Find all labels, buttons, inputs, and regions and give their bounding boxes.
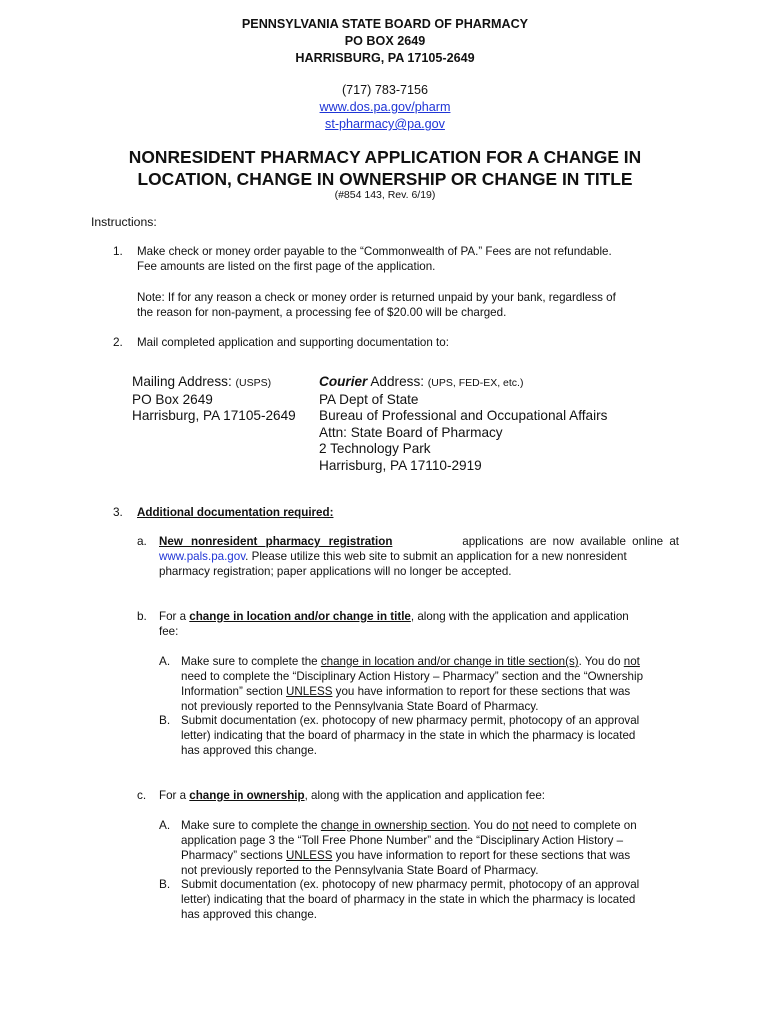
item-3b-A-not: not (623, 655, 640, 668)
item-2-number: 2. (113, 335, 123, 349)
item-3c-A-line-3-pre: Pharmacy” sections (181, 849, 287, 862)
item-1-note-line-1: Note: If for any reason a check or money order is returned unpaid by your bank, regardless of (137, 291, 616, 304)
item-3a-text (159, 534, 679, 579)
item-3c-A-unless: UNLESS (286, 849, 333, 862)
mailing-address-label: Mailing Address: (132, 374, 236, 389)
item-3b-A-mid: . You do (578, 655, 624, 668)
item-3b-text (159, 609, 684, 639)
website-link[interactable]: www.dos.pa.gov/pharm (319, 100, 451, 114)
item-3a-bold: New nonresident pharmacy registration (159, 535, 393, 548)
item-3c-A-post: need to complete on (528, 819, 637, 832)
item-3b-B-line-3: has approved this change. (181, 744, 318, 757)
item-1-note (137, 290, 697, 320)
item-3b-line-2: fee: (159, 625, 179, 638)
courier-line-5: Harrisburg, PA 17110-2919 (319, 457, 482, 473)
item-3c-A-mid: . You do (467, 819, 513, 832)
item-3b-A-letter: A. (159, 654, 171, 668)
item-3b-A-line-3-pre: Information” section (181, 685, 287, 698)
courier-line-2: Bureau of Professional and Occupational Affairs (319, 408, 608, 424)
phone-number: (717) 783-7156 (341, 83, 429, 97)
document-title (0, 146, 770, 190)
item-3c-text (159, 788, 684, 803)
item-3c-B-letter: B. (159, 877, 171, 891)
board-header (0, 16, 770, 67)
item-3c-pre: For a (159, 789, 190, 802)
item-3a-rest-1: applications are now available online at (462, 535, 679, 548)
courier-line-1: PA Dept of State (319, 391, 419, 407)
item-3b-pre: For a (159, 610, 190, 623)
item-3c-A-line-3-post: you have information to report for these sections that was (332, 849, 631, 862)
item-3b-bold: change in location and/or change in title (189, 610, 411, 623)
item-3c-A-pre: Make sure to complete the (181, 819, 321, 832)
courier-address (319, 374, 607, 475)
item-3b-A-unless: UNLESS (286, 685, 333, 698)
po-box: PO BOX 2649 (344, 34, 426, 48)
item-1-line-2: Fee amounts are listed on the first page of the application. (137, 260, 436, 273)
item-3b-B-text (181, 713, 681, 758)
item-3c-A-text (181, 818, 681, 878)
email-link[interactable]: st-pharmacy@pa.gov (325, 117, 445, 131)
instructions-label: Instructions: (91, 215, 157, 229)
pals-link[interactable]: www.pals.pa.gov (159, 550, 246, 563)
item-3-number: 3. (113, 505, 123, 519)
item-3c-B-line-3: has approved this change. (181, 908, 318, 921)
item-3c-post: , along with the application and application fee: (304, 789, 546, 802)
courier-carriers: (UPS, FED-EX, etc.) (427, 377, 524, 389)
item-3c-A-line-2: application page 3 the “Toll Free Phone Number” and the “Disciplinary Action History – (181, 834, 624, 847)
item-3b-B-line-1: Submit documentation (ex. photocopy of new pharmacy permit, photocopy of an approval (181, 714, 640, 727)
item-3c-A-underlined: change in ownership section (320, 819, 468, 832)
item-3c-letter: c. (137, 788, 147, 802)
item-1-line-1: Make check or money order payable to the “Commonwealth of PA.” Fees are not refundable. (137, 245, 612, 258)
item-3c-B-line-1: Submit documentation (ex. photocopy of new pharmacy permit, photocopy of an approval (181, 878, 640, 891)
item-3b-A-line-4: not previously reported to the Pennsylvania State Board of Pharmacy. (181, 700, 539, 713)
item-3-heading: Additional documentation required: (137, 506, 334, 519)
item-3a-rest-2: . Please utilize this web site to submit an application for a new nonresident (245, 550, 627, 563)
mailing-address-line-2: Harrisburg, PA 17105-2649 (132, 408, 296, 424)
item-1-number: 1. (113, 244, 123, 258)
item-3a-letter: a. (137, 534, 147, 548)
title-line-2: LOCATION, CHANGE IN OWNERSHIP OR CHANGE IN TITLE (137, 169, 633, 189)
item-3c-B-line-2: letter) indicating that the board of pharmacy in the state in which the pharmacy is located (181, 893, 636, 906)
courier-label: Address: (367, 374, 428, 389)
city-state-zip: HARRISBURG, PA 17105-2649 (295, 51, 475, 65)
item-3c-A-letter: A. (159, 818, 171, 832)
item-3b-B-line-2: letter) indicating that the board of pharmacy in the state in which the pharmacy is located (181, 729, 636, 742)
item-3c-bold: change in ownership (189, 789, 305, 802)
courier-line-4: 2 Technology Park (319, 441, 431, 457)
courier-line-3: Attn: State Board of Pharmacy (319, 424, 503, 440)
courier-label-bold: Courier (319, 374, 368, 389)
item-3b-A-pre: Make sure to complete the (181, 655, 321, 668)
mailing-address (132, 374, 296, 425)
item-3c-A-line-4: not previously reported to the Pennsylvania State Board of Pharmacy. (181, 864, 539, 877)
title-line-1: NONRESIDENT PHARMACY APPLICATION FOR A CHANGE IN (128, 147, 642, 167)
item-3b-B-letter: B. (159, 713, 171, 727)
item-3b-A-line-2: need to complete the “Disciplinary Action History – Pharmacy” section and the “Ownership (181, 670, 644, 683)
item-3c-A-not: not (512, 819, 529, 832)
form-number: (#854 143, Rev. 6/19) (334, 189, 436, 201)
board-name: PENNSYLVANIA STATE BOARD OF PHARMACY (241, 17, 529, 31)
item-3b-A-text (181, 654, 681, 714)
mailing-address-usps: (USPS) (235, 377, 272, 389)
item-3b-post: , along with the application and application (410, 610, 629, 623)
item-2-text: Mail completed application and supporting documentation to: (137, 336, 449, 349)
contact-block (0, 82, 770, 133)
item-1-note-line-2: the reason for non-payment, a processing fee of $20.00 will be charged. (137, 306, 507, 319)
item-3b-A-underlined: change in location and/or change in title section(s) (320, 655, 579, 668)
item-3c-B-text (181, 877, 681, 922)
item-3b-letter: b. (137, 609, 147, 623)
mailing-address-line-1: PO Box 2649 (132, 391, 213, 407)
item-3a-line-3: pharmacy registration; paper applications will no longer be accepted. (159, 565, 512, 578)
item-3b-A-line-3-post: you have information to report for these sections that was (332, 685, 631, 698)
item-1-text (137, 244, 697, 274)
